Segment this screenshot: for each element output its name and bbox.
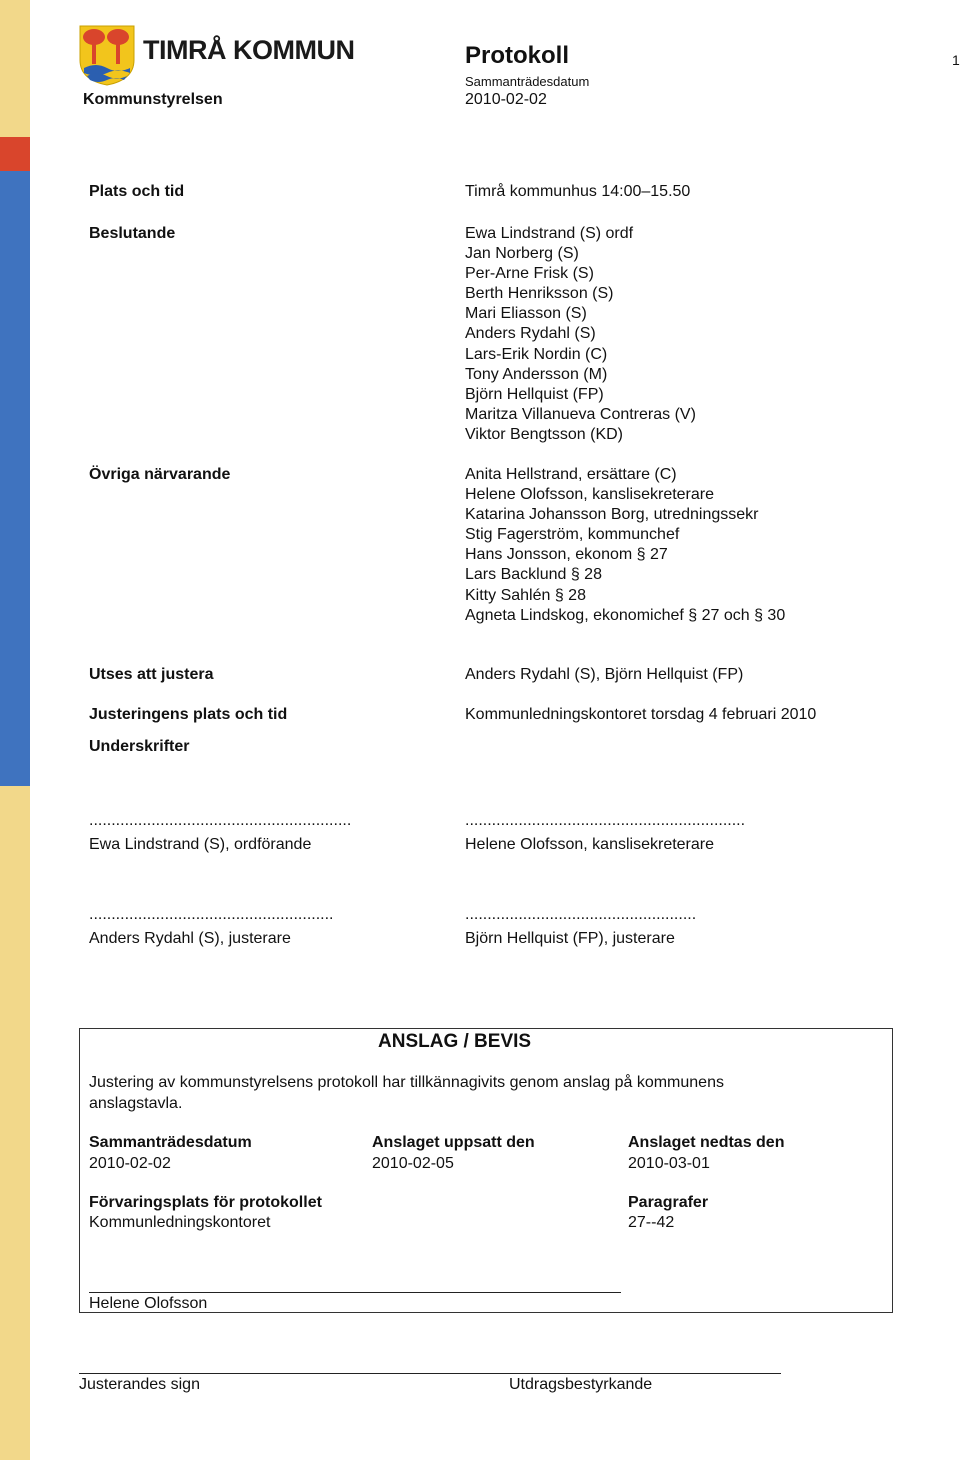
others-list (465, 465, 785, 626)
storage-label: Förvaringsplats för protokollet (89, 1194, 322, 1211)
signature-name: Anders Rydahl (S), justerare (89, 930, 291, 947)
anslag-box (79, 1028, 893, 1313)
footer-adjuster-sign: Justerandes sign (79, 1376, 200, 1393)
stripe-top (0, 0, 30, 137)
signature-dots: .................................................... (465, 906, 697, 923)
member-item: Per-Arne Frisk (S) (465, 265, 594, 283)
attendee-item: Anita Hellstrand, ersättare (C) (465, 466, 677, 483)
signature-dots: ........................................................... (89, 812, 352, 829)
member-item: Maritza Villanueva Contreras (V) (465, 405, 696, 423)
signatures-label: Underskrifter (89, 738, 190, 755)
attendee-item: Stig Fagerström, kommunchef (465, 526, 680, 544)
attendee-item: Hans Jonsson, ekonom § 27 (465, 546, 668, 564)
anslag-signature-line (89, 1292, 621, 1293)
coat-of-arms-icon (78, 24, 136, 86)
municipality-logo (78, 24, 136, 91)
anslag-signer-name: Helene Olofsson (89, 1295, 208, 1312)
removal-date-label: Anslaget nedtas den (628, 1134, 785, 1151)
adjust-place-value: Kommunledningskontoret torsdag 4 februari 2010 (465, 706, 817, 723)
member-item: Tony Andersson (M) (465, 365, 608, 383)
anslag-text-line2: anslagstavla. (89, 1095, 183, 1112)
signature-name: Björn Hellquist (FP), justerare (465, 930, 675, 947)
adjusters-value: Anders Rydahl (S), Björn Hellquist (FP) (465, 666, 744, 683)
attendee-item: Helene Olofsson, kanslisekreterare (465, 486, 715, 504)
posted-date-value: 2010-02-05 (372, 1155, 454, 1172)
anslag-meeting-date-value: 2010-02-02 (89, 1155, 171, 1172)
footer-rule (79, 1373, 781, 1374)
place-label: Plats och tid (89, 183, 185, 200)
signature-dots: ....................................................... (89, 906, 334, 923)
member-item: Ewa Lindstrand (S) ordf (465, 225, 634, 242)
member-item: Jan Norberg (S) (465, 245, 579, 263)
paragraphs-value: 27--42 (628, 1214, 675, 1231)
attendee-item: Lars Backlund § 28 (465, 566, 602, 584)
stripe-bottom (0, 786, 30, 1460)
storage-value: Kommunledningskontoret (89, 1214, 271, 1231)
anslag-title: ANSLAG / BEVIS (378, 1031, 532, 1052)
deciding-members-list (465, 224, 696, 445)
others-label: Övriga närvarande (89, 466, 231, 483)
footer-extract-certified: Utdragsbestyrkande (509, 1376, 653, 1393)
member-item: Björn Hellquist (FP) (465, 385, 604, 403)
meeting-date-value: 2010-02-02 (465, 91, 547, 108)
document-title: Protokoll (465, 42, 570, 69)
signature-name: Helene Olofsson, kanslisekreterare (465, 836, 715, 853)
member-item: Viktor Bengtsson (KD) (465, 425, 623, 443)
signature-dots: ............................................................... (465, 812, 746, 829)
removal-date-value: 2010-03-01 (628, 1155, 710, 1172)
anslag-text-line1: Justering av kommunstyrelsens protokoll har tillkännagivits genom anslag på kommunens (89, 1074, 724, 1091)
department-name: Kommunstyrelsen (83, 91, 223, 108)
member-item: Lars-Erik Nordin (C) (465, 345, 608, 363)
place-value: Timrå kommunhus 14:00–15.50 (465, 183, 691, 200)
signature-name: Ewa Lindstrand (S), ordförande (89, 836, 312, 853)
attendee-item: Katarina Johansson Borg, utredningssekr (465, 506, 759, 524)
member-item: Berth Henriksson (S) (465, 285, 614, 303)
anslag-meeting-date-label: Sammanträdesdatum (89, 1134, 252, 1151)
logo-text: TIMRÅ KOMMUN (143, 35, 355, 65)
page-number: 1 (952, 52, 960, 68)
paragraphs-label: Paragrafer (628, 1194, 709, 1211)
posted-date-label: Anslaget uppsatt den (372, 1134, 535, 1151)
attendee-item: Agneta Lindskog, ekonomichef § 27 och § 30 (465, 606, 786, 624)
adjust-place-label: Justeringens plats och tid (89, 706, 288, 723)
stripe-red (0, 137, 30, 171)
member-item: Anders Rydahl (S) (465, 325, 596, 343)
member-item: Mari Eliasson (S) (465, 305, 587, 323)
attendee-item: Kitty Sahlén § 28 (465, 586, 586, 604)
adjusters-label: Utses att justera (89, 666, 214, 683)
deciding-label: Beslutande (89, 225, 176, 242)
stripe-blue (0, 171, 30, 786)
meeting-date-label: Sammanträdesdatum (465, 74, 590, 89)
